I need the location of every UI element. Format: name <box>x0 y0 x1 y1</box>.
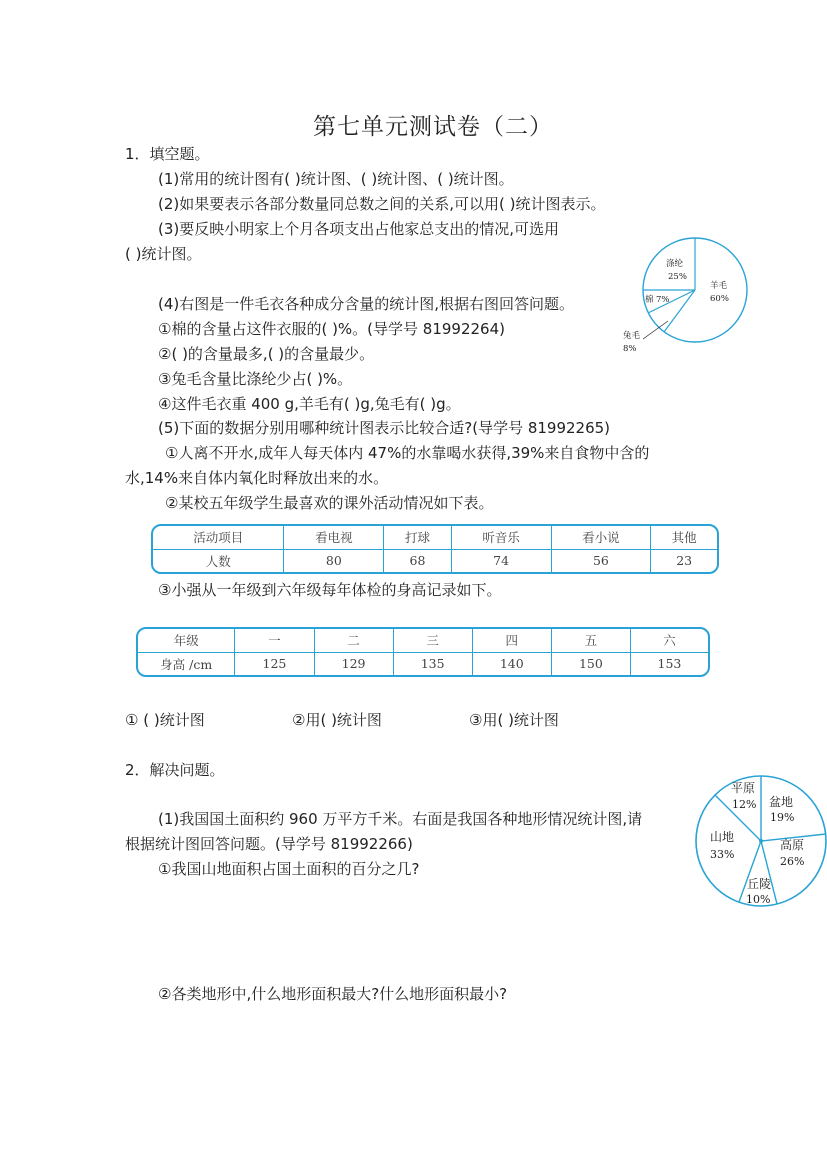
table-header-cell: 三 <box>393 629 472 652</box>
table-cell: 身高 /cm <box>138 652 235 675</box>
pie1-value-cotton: 7% <box>656 295 670 305</box>
table-header-cell: 一 <box>235 629 314 652</box>
answer-1: ① ( )统计图 <box>125 711 205 729</box>
question-1-4-3: ③兔毛含量比涤纶少占( )%。 <box>158 370 353 388</box>
table-cell: 56 <box>551 549 651 572</box>
question-1-4-2: ②( )的含量最多,( )的含量最少。 <box>158 345 375 363</box>
pie2-label-plain: 平原 <box>731 781 756 795</box>
pie2-value-plain: 12% <box>732 798 757 811</box>
pie1-label-wool: 羊毛 <box>710 281 728 291</box>
answer-3: ③用( )统计图 <box>469 711 559 729</box>
table-header-cell: 六 <box>630 629 708 652</box>
pie2-value-mountain: 33% <box>710 848 735 861</box>
activity-table <box>151 524 719 574</box>
question-1-4: (4)右图是一件毛衣各种成分含量的统计图,根据右图回答问题。 <box>158 295 575 313</box>
table-cell: 80 <box>284 549 384 572</box>
question-1-4-4: ④这件毛衣重 400 g,羊毛有( )g,兔毛有( )g。 <box>158 395 461 413</box>
table-header-cell: 二 <box>314 629 393 652</box>
table-cell: 人数 <box>153 549 284 572</box>
table-cell: 74 <box>451 549 551 572</box>
section1-heading: 1．填空题。 <box>125 145 210 163</box>
answer-2: ②用( )统计图 <box>292 711 382 729</box>
height-table <box>136 627 710 677</box>
pie1-label-rabbit: 兔毛 <box>623 331 641 341</box>
table-header-cell: 年级 <box>138 629 235 652</box>
pie1-label-polyester: 涤纶 <box>666 259 684 269</box>
question-1-1: (1)常用的统计图有( )统计图、( )统计图、( )统计图。 <box>158 170 514 188</box>
table-cell: 68 <box>384 549 451 572</box>
pie2-label-plateau: 高原 <box>780 838 805 852</box>
table-header-cell: 打球 <box>384 526 451 549</box>
question-1-4-1: ①棉的含量占这件衣服的( )%。(导学号 81992264) <box>158 320 505 338</box>
section2-heading: 2．解决问题。 <box>125 761 225 779</box>
table-cell: 135 <box>393 652 472 675</box>
question-1-5: (5)下面的数据分别用哪种统计图表示比较合适?(导学号 81992265) <box>158 419 611 437</box>
problem-2-1-1: ①我国山地面积占国土面积的百分之几? <box>158 860 420 878</box>
question-1-5-3: ③小强从一年级到六年级每年体检的身高记录如下。 <box>158 581 502 599</box>
page-title: 第七单元测试卷（二） <box>313 114 553 140</box>
pie1-value-rabbit: 8% <box>623 344 637 354</box>
pie1-value-polyester: 25% <box>668 272 687 282</box>
table-cell: 129 <box>314 652 393 675</box>
question-1-2: (2)如果要表示各部分数量同总数之间的关系,可以用( )统计图表示。 <box>158 195 606 213</box>
table-header-cell: 五 <box>551 629 630 652</box>
terrain-pie <box>690 770 827 912</box>
table-header-cell: 看小说 <box>551 526 651 549</box>
table-header-cell: 看电视 <box>284 526 384 549</box>
pie2-label-hills: 丘陵 <box>747 877 772 891</box>
pie2-value-hills: 10% <box>746 893 771 906</box>
table-cell: 23 <box>651 549 717 572</box>
table-cell: 153 <box>630 652 708 675</box>
question-1-5-2: ②某校五年级学生最喜欢的课外活动情况如下表。 <box>165 494 494 512</box>
table-header-cell: 四 <box>472 629 551 652</box>
question-1-3: (3)要反映小明家上个月各项支出占他家总支出的情况,可选用 <box>158 220 560 238</box>
problem-2-1: (1)我国国土面积约 960 万平方千米。右面是我国各种地形情况统计图,请 <box>158 810 643 828</box>
sweater-composition-pie <box>615 233 765 358</box>
pie2-value-basin: 19% <box>770 811 795 824</box>
pie1-value-wool: 60% <box>710 294 729 304</box>
pie2-label-mountain: 山地 <box>710 830 735 844</box>
table-header-cell: 活动项目 <box>153 526 284 549</box>
table-cell: 140 <box>472 652 551 675</box>
table-cell: 125 <box>235 652 314 675</box>
question-1-3-cont: ( )统计图。 <box>125 245 202 263</box>
pie2-value-plateau: 26% <box>780 855 805 868</box>
problem-2-1-cont: 根据统计图回答问题。(导学号 81992266) <box>125 835 413 853</box>
table-cell: 150 <box>551 652 630 675</box>
table-header-cell: 听音乐 <box>451 526 551 549</box>
problem-2-1-2: ②各类地形中,什么地形面积最大?什么地形面积最小? <box>158 985 508 1003</box>
table-header-cell: 其他 <box>651 526 717 549</box>
pie2-label-basin: 盆地 <box>769 795 794 809</box>
question-1-5-1-cont: 水,14%来自体内氧化时释放出来的水。 <box>125 469 389 487</box>
pie1-label-cotton: 棉 <box>645 295 654 305</box>
question-1-5-1: ①人离不开水,成年人每天体内 47%的水靠喝水获得,39%来自食物中含的 <box>165 444 650 462</box>
